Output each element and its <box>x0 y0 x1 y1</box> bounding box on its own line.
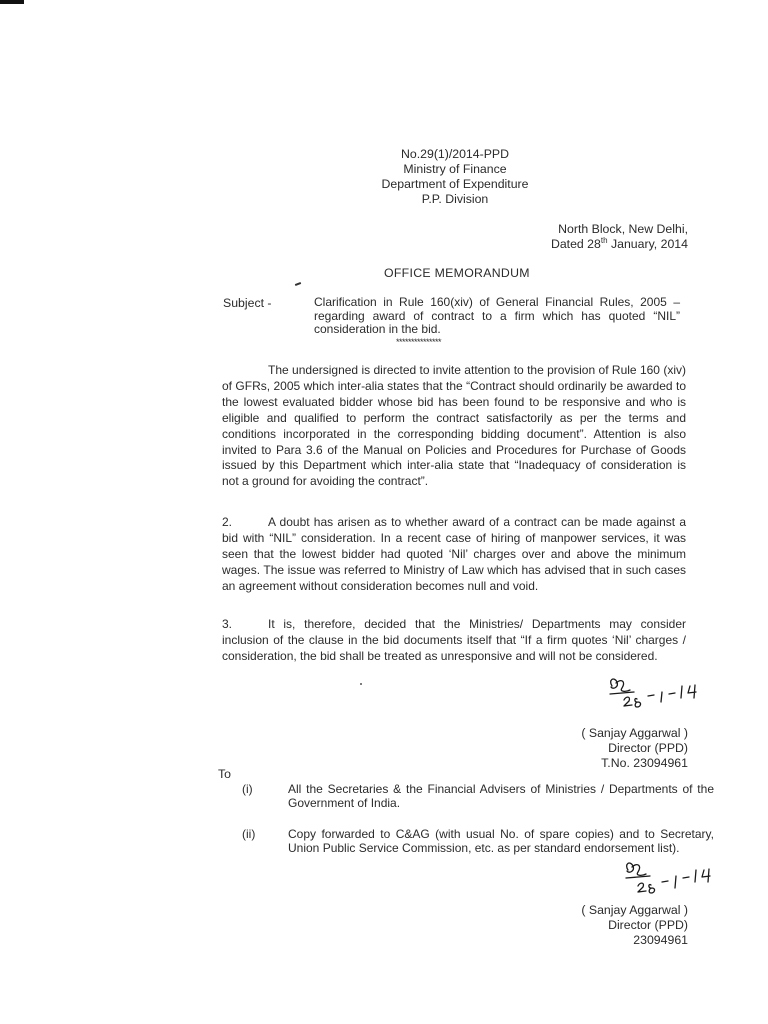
subject-label: Subject - <box>223 296 272 310</box>
handwritten-signature-2 <box>620 858 730 898</box>
paragraph-2-number: 2. <box>222 515 233 529</box>
signatory-designation: Director (PPD) <box>608 741 688 755</box>
signatory-phone: T.No. 23094961 <box>601 756 688 770</box>
date-text <box>551 237 688 252</box>
memo-title: OFFICE MEMORANDUM <box>384 266 530 280</box>
paragraph-3 <box>222 617 686 665</box>
place-and-date <box>551 222 688 252</box>
recipient-text: Copy forwarded to C&AG (with usual No. of spare copies) and to Secretary, Union Public Service Commission, etc. as per standard endorsement list). <box>288 827 714 855</box>
signatory-name: ( Sanjay Aggarwal ) <box>581 726 688 740</box>
location-text: North Block, New Delhi, <box>558 222 688 236</box>
signatory-name: ( Sanjay Aggarwal ) <box>581 903 688 917</box>
scan-corner-mark <box>0 0 24 4</box>
subject-text: Clarification in Rule 160(xiv) of General Financial Rules, 2005 – regarding award of contract to a firm which has quoted “NIL” consideration in the bid. <box>314 295 680 336</box>
department-name: Department of Expenditure <box>381 177 529 191</box>
paragraph-1 <box>222 363 686 490</box>
recipient-marker: (ii) <box>242 827 256 841</box>
signature-block-2 <box>581 903 688 948</box>
ministry-name: Ministry of Finance <box>403 162 507 176</box>
handwritten-signature-1 <box>604 672 714 712</box>
paragraph-2 <box>222 515 686 595</box>
subject-separator: *************** <box>396 337 442 347</box>
to-label: To <box>218 767 231 781</box>
signature-block-1 <box>581 726 688 771</box>
paragraph-3-number: 3. <box>222 617 233 631</box>
date-prefix: Dated 28 <box>550 237 601 251</box>
signatory-phone: 23094961 <box>633 933 688 947</box>
ink-speck <box>360 683 362 685</box>
reference-number: No.29(1)/2014-PPD <box>401 147 509 161</box>
recipient-marker: (i) <box>242 782 253 796</box>
paragraph-3-text: It is, therefore, decided that the Ministries/ Departments may consider inclusion of the clause in the bid documents itself that “If a firm quotes ‘Nil’ charges / consideration, the bid shall be treated as unresponsive and will not be considered. <box>222 617 686 663</box>
letter-header <box>300 147 610 207</box>
paragraph-2-text: A doubt has arisen as to whether award of a contract can be made against a bid with “NIL” consideration. In a recent case of hiring of manpower services, it was seen that the lowest bidder had quoted ‘Nil’ charges over and above the minimum wages. The issue was referred to Ministry of Law which has advised that in such cases an agreement without consideration becomes null and void. <box>222 515 686 593</box>
division-name: P.P. Division <box>421 192 489 206</box>
recipient-text: All the Secretaries & the Financial Advisers of Ministries / Departments of the Government of India. <box>288 782 714 810</box>
date-suffix: th <box>600 235 608 245</box>
signatory-designation: Director (PPD) <box>608 918 688 932</box>
pen-tick-mark <box>295 282 301 286</box>
date-rest: January, 2014 <box>607 237 688 251</box>
paragraph-1-text: The undersigned is directed to invite attention to the provision of Rule 160 (xiv) of GFRs, 2005 which inter-alia states that the “Contract should ordinarily be awarded to the lowest evaluated bidder whose bid has been found to be responsive and who is eligible and qualified to perform the contract satisfactorily as per the terms and conditions incorporated in the corresponding bidding document”. Attention is also invited to Para 3.6 of the Manual on Policies and Procedures for Purchase of Goods issued by this Department which inter-alia state that “Inadequacy of consideration is not a ground for avoiding the contract”. <box>222 363 686 489</box>
